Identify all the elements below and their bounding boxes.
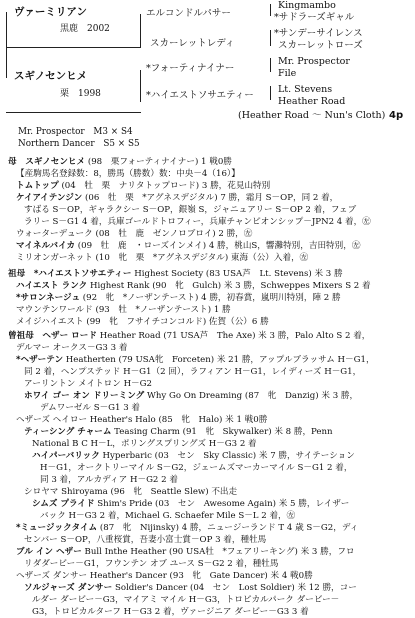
entry-text: (09 牡 鹿 ・ローズインメイ) 4 勝，桃山S，響灘特別，吉田特別，㊧ (77, 241, 361, 251)
pedigree-chart (0, 0, 415, 125)
inbreeding-line: Northern Dancer S5 × S5 (18, 139, 140, 149)
entry-row (8, 522, 410, 534)
entry-text: センバー S－OP，八重桜賞，吾妻小富士賞－OP 3 着，種牡馬 (24, 535, 267, 545)
entry-row (8, 570, 410, 582)
entry-row (8, 498, 410, 510)
entry-row (8, 606, 410, 618)
horse-name: *サロンネージュ (16, 293, 81, 303)
entry-row (8, 252, 410, 264)
ped-line (270, 4, 271, 16)
sire-name: ヴァーミリアン (14, 6, 87, 18)
entry-text: ウォーターデューク (08 牡 鹿 ゼンノロブロイ) 2 勝，㊧ (16, 229, 253, 239)
entry-row (8, 414, 410, 426)
entry-text: (87 牝 Nijinsky) 4 勝，ニュージーランド T 4 歳 S－G2，ディ (99, 523, 359, 533)
entry-text: 同 2 着，ヘンプステッド H－G1（2 回），ラフィアン H－G1，レイディーズ H－G1， (24, 367, 362, 377)
entry-row (8, 192, 410, 204)
entry-text: Highest Rank (90 牝 Gulch) 米 3 勝，Schweppes Mixers S 2 着 (89, 281, 371, 291)
entry-text: マウンテンワールド (93 牡 *ノーザンテースト) 1 勝 (16, 305, 231, 315)
entry-text: 同 3 着，アルカディア H－G2 2 着 (40, 475, 178, 485)
entry-text: 【産駒馬名登録数：8，勝馬（勝数）数：中央－4（16）】 (16, 169, 240, 179)
entry-row (8, 390, 410, 402)
entry-row (8, 366, 410, 378)
ped-line (140, 70, 141, 102)
sire-sire: エルコンドルパサー (146, 8, 231, 19)
dam-dam-sire: Lt. Stevens (278, 84, 333, 95)
entry-text: Soldier's Dancer (04 セン Lost Soldier) 米 12 勝，コー (114, 583, 357, 593)
entry-row (8, 486, 410, 498)
sire-dam-sire: *サンデーサイレンス (274, 28, 363, 39)
entry-text: Teasing Charm (91 牝 Skywalker) 米 8 勝，Penn (114, 427, 333, 437)
entry-text: ラリー S－G1 4 着，兵庫ゴールドトロフィー，兵庫チャンピオンシップ－JPN2 4 着，㊧ (24, 217, 371, 227)
entry-text: (06 牡 栗 *アグネスデジタル) 7 勝，霜月 S－OP，同 2 着， (85, 193, 339, 203)
horse-name: スギノセンヒメ (25, 157, 86, 167)
dam-dam-dam: Heather Road (278, 96, 346, 107)
ped-line (270, 30, 271, 46)
entry-row (8, 292, 410, 304)
entry-text: すばる S－OP，ギャラクシー S－OP，銀嶺 S，ジャニュアリー S－OP 2 着，フェブ (24, 205, 357, 215)
dam-name: スギノセンヒメ (14, 70, 88, 82)
section-label: 祖母 (8, 269, 26, 279)
entry-text: (98 栗フォーティナイナー) 1 戦0勝 (87, 157, 232, 167)
horse-name: マイネルバイカ (16, 241, 76, 251)
sire-sire-dam: *サドラーズギャル (274, 12, 355, 23)
entry-row (8, 216, 410, 228)
dam-section (8, 156, 410, 264)
entry-text: H－G1，オークトリーマイル S－G2，ジェームズマーカーマイル S－G1 2 着， (40, 463, 353, 473)
entry-text: Highest Society (83 USA芦 Lt. Stevens) 米 3 勝 (134, 269, 343, 279)
family-number: 4p (389, 110, 404, 121)
entry-text: バック H－G3 2 着，Michael G. Schaefer Mile S－L 2 着，㊧ (40, 511, 296, 521)
dam-sire-dam: File (278, 68, 297, 79)
ped-line (6, 112, 141, 113)
entry-text: Heatherten (79 USA牝 Forceten) 米 21 勝，アップルブラッサム H－G1， (65, 355, 375, 365)
horse-name: *ヘザーテン (16, 355, 64, 365)
entry-text: Hyperbaric (03 セン Sky Classic) 米 7 勝，サイテーション (102, 451, 355, 461)
dam-info: 栗 1998 (60, 89, 101, 99)
entry-text: (92 牝 *ノーザンテースト) 4 勝，初春賞，嵐明川特別，陣 2 勝 (82, 293, 341, 303)
entry-row (8, 342, 410, 354)
horse-name: ハイエスト ランク (16, 281, 88, 291)
entry-row (8, 204, 410, 216)
entry-row (8, 228, 410, 240)
entry-row (8, 474, 410, 486)
entry-text: ルダー ダービー－G3，マイアミ マイル H－G3，トロピカルパーク ダービー－ (32, 595, 340, 605)
entry-row (8, 354, 410, 366)
entry-row (8, 594, 410, 606)
entry-row (8, 316, 410, 328)
entry-row (8, 510, 410, 522)
inbreeding-line: Mr. Prospector M3 × S4 (18, 127, 133, 137)
entry-row (8, 378, 410, 390)
ped-line (6, 47, 141, 48)
horse-name: *ミュージックタイム (16, 523, 98, 533)
horse-name: ブル イン ヘザー (16, 547, 82, 557)
sire-sire-sire: Kingmambo (278, 0, 336, 11)
ped-line (140, 14, 141, 47)
entry-text: National B C H－L，ポリングスプリングズ H－G3 2 着 (32, 439, 257, 449)
entry-row (8, 330, 410, 342)
entry-text: ヘザーズ ダンサー Heather's Dancer (93 牝 Gate Dancer) 米 4 戦0勝 (16, 571, 313, 581)
horse-name: ハイパーバリック (32, 451, 100, 461)
entry-row (8, 438, 410, 450)
entry-row (8, 426, 410, 438)
entry-row (8, 156, 410, 168)
entry-row (8, 304, 410, 316)
entry-row (8, 402, 410, 414)
entry-row (8, 582, 410, 594)
entry-row (8, 268, 410, 280)
ped-line (270, 86, 271, 100)
entry-row (8, 462, 410, 474)
entry-row (8, 450, 410, 462)
sire-dam: スカーレットレディ (150, 38, 235, 49)
entry-text: デムワーゼル S－G1 3 着 (40, 403, 141, 413)
entry-text: Shim's Pride (03 セン Awesome Again) 米 5 勝，レイザー (97, 499, 350, 509)
ped-line (6, 12, 7, 78)
entry-text: アーリントン メイトロン H－G2 (24, 379, 152, 389)
entry-text: ミリオンガーネット (10 牝 栗 *アグネスデジタル) 東海（公）入着，㊧ (16, 253, 309, 263)
entry-text: シロヤマ Shiroyama (96 牝 Seattle Slew) 不出走 (24, 487, 238, 497)
horse-name: シムズ プライド (32, 499, 95, 509)
section-label: 母 (8, 157, 17, 167)
entry-text: Heather Road (71 USA芦 The Axe) 米 3 勝，Palo Alto S 2 着， (99, 331, 371, 341)
entry-text: G3，トロピカルターフ H－G3 2 着，ヴァージニア ダービー－G3 3 着 (32, 607, 309, 617)
entry-row (8, 280, 410, 292)
entry-row (8, 180, 410, 192)
section-label: 曾祖母 (8, 331, 34, 341)
greatgranddam-section (8, 330, 410, 618)
entry-text: メイジハイエスト (99 牝 フサイチコンコルド) 佐賀（公）6 勝 (16, 317, 269, 327)
horse-name: ヘザー ロード (42, 331, 97, 341)
family-line: (Heather Road 〜 Nun's Cloth) (238, 110, 386, 121)
entry-text: ヘザーズ ヘイロー Heather's Halo (85 牝 Halo) 米 1 戦0勝 (16, 415, 268, 425)
horse-name: ティーシング チャーム (24, 427, 112, 437)
entry-text: リダダービー－G1，フウンテン オブ ユース S－G2 2 着，種牡馬 (24, 559, 279, 569)
horse-name: ケイアイテンジン (16, 193, 83, 203)
granddam-section (8, 268, 410, 328)
entry-text: Bull Inthe Heather (90 USA牡 *フェアリーキング) 米 3 勝，フロ (84, 547, 355, 557)
entry-row (8, 168, 410, 180)
dam-sire: *フォーティナイナー (146, 63, 235, 74)
entry-text: デルマー オークス－G3 3 着 (16, 343, 128, 353)
entry-row (8, 558, 410, 570)
entry-text: Why Go On Dreaming (87 牝 Danzig) 米 3 勝， (147, 391, 359, 401)
entry-text: (04 牡 栗 ナリタトップロード) 3 勝，花見山特別 (61, 181, 271, 191)
entry-row (8, 546, 410, 558)
sire-dam-dam: スカーレットローズ (278, 40, 363, 51)
dam-dam: *ハイエストソサエティー (146, 90, 254, 101)
horse-name: トムトップ (16, 181, 59, 191)
horse-name: ソルジャーズ ダンサー (24, 583, 113, 593)
sire-info: 黒鹿 2002 (60, 24, 110, 34)
horse-name: ホワイ ゴー オン ドリーミング (24, 391, 145, 401)
ped-line (270, 58, 271, 72)
dam-sire-sire: Mr. Prospector (278, 56, 350, 67)
entry-row (8, 534, 410, 546)
horse-name: *ハイエストソサエティー (33, 269, 132, 279)
entry-row (8, 240, 410, 252)
